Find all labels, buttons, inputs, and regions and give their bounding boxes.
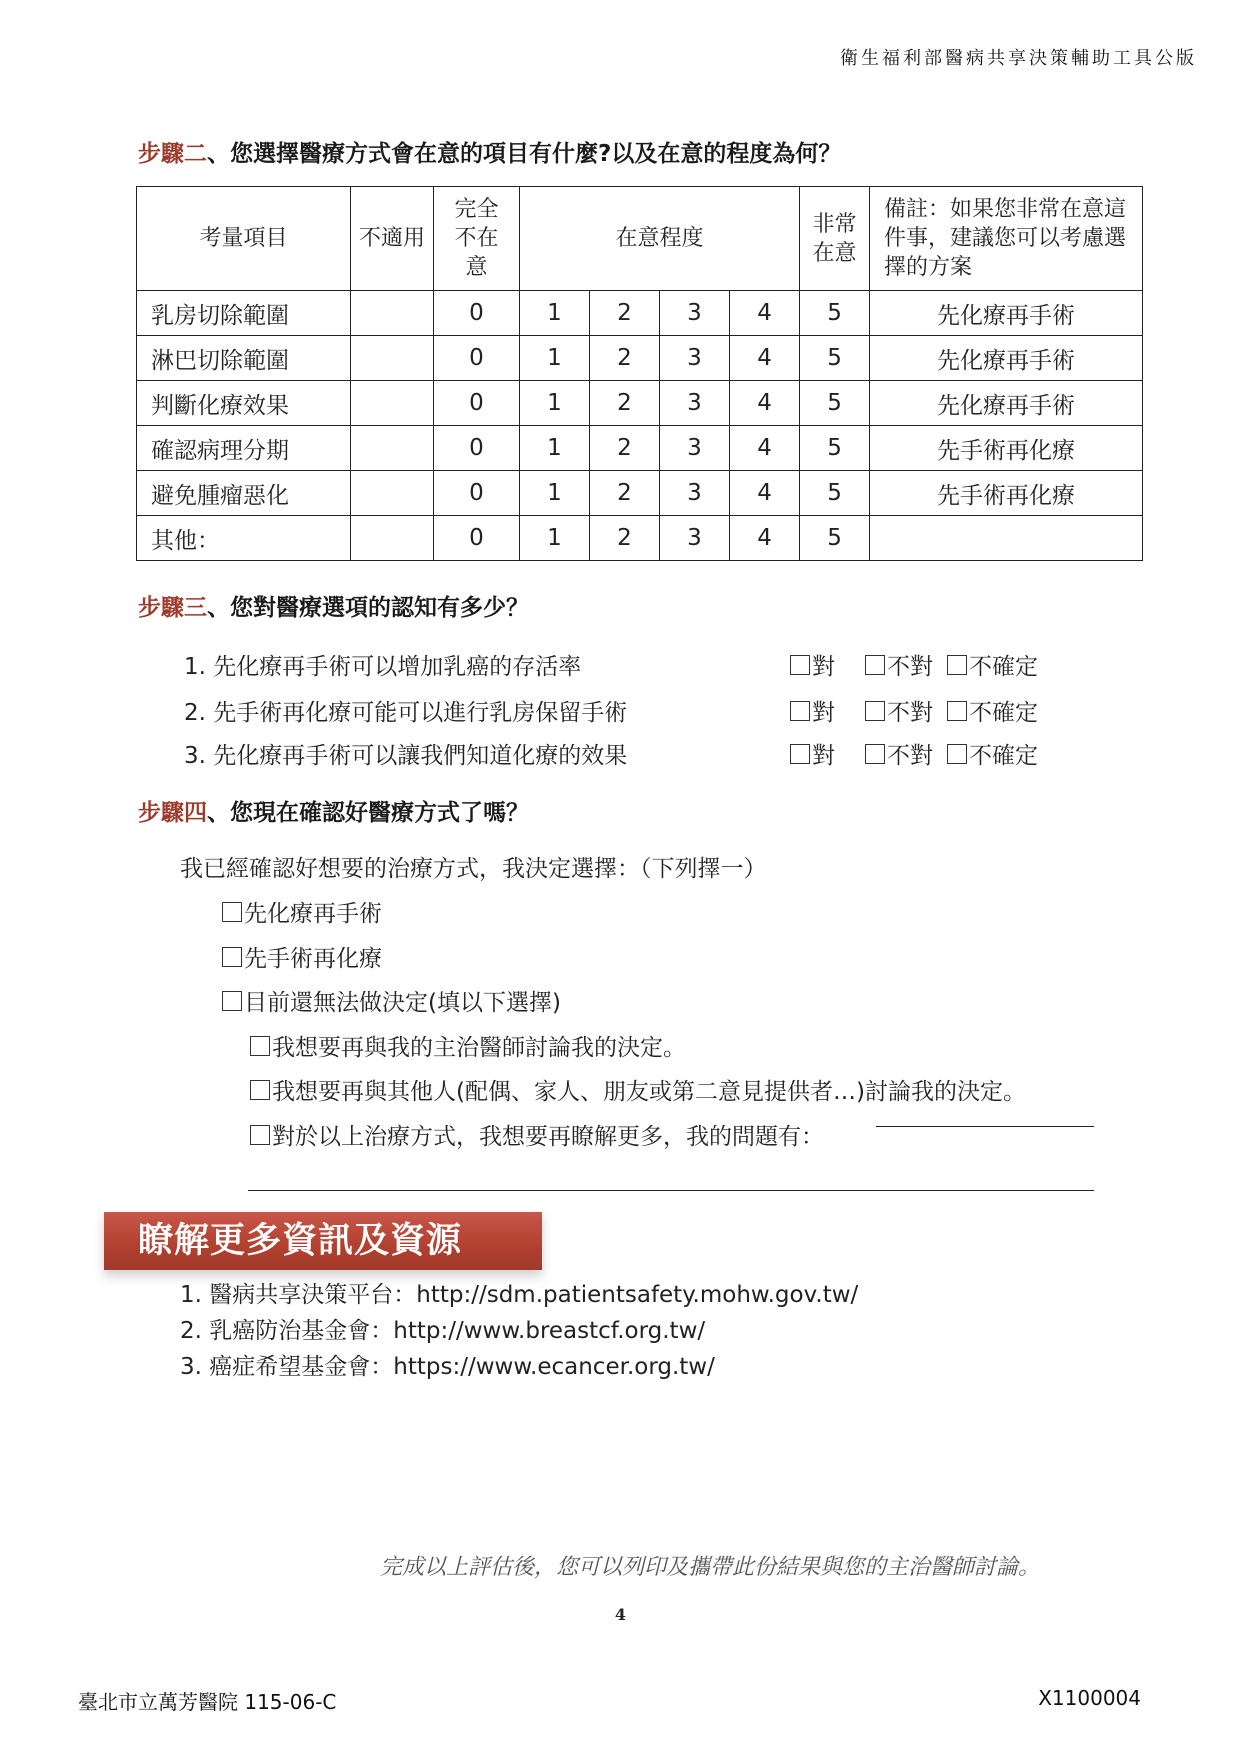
row-item: 避免腫瘤惡化 [137, 471, 351, 516]
table-row [137, 336, 1143, 381]
header-not-care-label: 完全不在意 [454, 197, 499, 280]
decision-sub-checkbox[interactable] [250, 1036, 270, 1056]
decision-choice-label: 目前還無法做決定(填以下選擇) [244, 990, 561, 1016]
option-unsure[interactable] [947, 737, 1038, 770]
scale-cell[interactable]: 4 [730, 426, 800, 471]
option-yes-label: 對 [812, 654, 835, 680]
row-note [870, 516, 1143, 561]
scale-cell[interactable]: 3 [660, 516, 730, 561]
header-very-care-label: 非常在意 [812, 211, 857, 266]
knowledge-options [790, 648, 1052, 681]
decision-choice-label: 先手術再化療 [244, 946, 382, 972]
resource-link[interactable]: 1. 醫病共享決策平台：http://sdm.patientsafety.mohw.gov.tw/ [180, 1282, 859, 1308]
scale-cell[interactable]: 1 [520, 426, 590, 471]
checkbox-no[interactable] [865, 701, 885, 721]
scale-cell[interactable]: 5 [800, 471, 870, 516]
header-note: 備註：如果您非常在意這件事，建議您可以考慮選擇的方案 [870, 187, 1143, 291]
scale-cell[interactable]: 3 [660, 291, 730, 336]
scale-cell[interactable]: 3 [660, 471, 730, 516]
scale-cell[interactable]: 1 [520, 516, 590, 561]
scale-cell[interactable]: 2 [590, 291, 660, 336]
checkbox-yes[interactable] [790, 701, 810, 721]
checkbox-unsure[interactable] [947, 744, 967, 764]
table-row [137, 291, 1143, 336]
option-unsure-label: 不確定 [969, 654, 1038, 680]
step2-heading [138, 135, 841, 168]
step4-title: 、您現在確認好醫療方式了嗎？ [207, 800, 529, 826]
row-item: 淋巴切除範圍 [137, 336, 351, 381]
checkbox-yes[interactable] [790, 744, 810, 764]
checkbox-no[interactable] [865, 744, 885, 764]
header-very-care [800, 187, 870, 291]
scale-cell[interactable]: 2 [590, 471, 660, 516]
scale-cell[interactable]: 1 [520, 291, 590, 336]
closing-note: 完成以上評估後，您可以列印及攜帶此份結果與您的主治醫師討論。 [380, 1555, 1041, 1580]
decision-sub-choice-label: 我想要再與其他人(配偶、家人、朋友或第二意見提供者…)討論我的決定。 [272, 1079, 1026, 1105]
scale-cell[interactable]: 3 [660, 381, 730, 426]
header-na: 不適用 [351, 187, 434, 291]
table-row [137, 516, 1143, 561]
row-item: 乳房切除範圍 [137, 291, 351, 336]
knowledge-question: 1. 先化療再手術可以增加乳癌的存活率 [184, 654, 582, 680]
row-item: 判斷化療效果 [137, 381, 351, 426]
scale-cell[interactable]: 3 [660, 336, 730, 381]
row-na-cell[interactable] [351, 516, 434, 561]
scale-cell[interactable]: 2 [590, 381, 660, 426]
step4-number: 步驟四 [138, 800, 207, 826]
row-note: 先化療再手術 [870, 336, 1143, 381]
row-na-cell[interactable] [351, 336, 434, 381]
scale-cell[interactable]: 1 [520, 381, 590, 426]
scale-cell[interactable]: 4 [730, 291, 800, 336]
option-yes[interactable] [790, 737, 835, 770]
checkbox-no[interactable] [865, 655, 885, 675]
option-yes-label: 對 [812, 743, 835, 769]
scale-cell[interactable]: 0 [434, 381, 520, 426]
option-unsure[interactable] [947, 648, 1038, 681]
step2-number: 步驟二 [138, 141, 207, 167]
scale-cell[interactable]: 0 [434, 426, 520, 471]
header-item: 考量項目 [137, 187, 351, 291]
scale-cell[interactable]: 4 [730, 516, 800, 561]
footer-code: X1100004 [1038, 1686, 1141, 1710]
row-item: 確認病理分期 [137, 426, 351, 471]
scale-cell[interactable]: 5 [800, 516, 870, 561]
resource-link[interactable]: 2. 乳癌防治基金會：http://www.breastcf.org.tw/ [180, 1318, 706, 1344]
resource-link[interactable]: 3. 癌症希望基金會：https://www.ecancer.org.tw/ [180, 1354, 715, 1380]
decision-choice[interactable] [222, 940, 382, 973]
scale-cell[interactable]: 0 [434, 516, 520, 561]
decision-sub-choice[interactable] [250, 1073, 1026, 1106]
knowledge-question: 3. 先化療再手術可以讓我們知道化療的效果 [184, 743, 628, 769]
knowledge-options [790, 694, 1052, 727]
decision-choice-label: 先化療再手術 [244, 901, 382, 927]
step3-heading [138, 589, 529, 622]
scale-cell[interactable]: 5 [800, 381, 870, 426]
decision-sub-choice[interactable] [250, 1118, 824, 1151]
document-header: 衛生福利部醫病共享決策輔助工具公版 [840, 48, 1197, 69]
row-na-cell[interactable] [351, 291, 434, 336]
row-note: 先手術再化療 [870, 426, 1143, 471]
step4-heading [138, 794, 529, 827]
option-no[interactable] [865, 648, 933, 681]
header-not-care [434, 187, 520, 291]
row-na-cell[interactable] [351, 426, 434, 471]
option-unsure[interactable] [947, 694, 1038, 727]
scale-cell[interactable]: 5 [800, 291, 870, 336]
decision-checkbox[interactable] [222, 991, 242, 1011]
scale-cell[interactable]: 5 [800, 336, 870, 381]
option-no-label: 不對 [887, 700, 933, 726]
row-note: 先化療再手術 [870, 381, 1143, 426]
table-row [137, 426, 1143, 471]
decision-sub-choice-label: 對於以上治療方式，我想要再瞭解更多，我的問題有： [272, 1124, 824, 1150]
resources-banner-title: 瞭解更多資訊及資源 [138, 1221, 463, 1261]
consideration-table [136, 186, 1143, 561]
row-na-cell[interactable] [351, 471, 434, 516]
question-blank-line-2[interactable] [248, 1190, 1094, 1191]
scale-cell[interactable]: 1 [520, 471, 590, 516]
row-note: 先化療再手術 [870, 291, 1143, 336]
decision-checkbox[interactable] [222, 902, 242, 922]
checkbox-unsure[interactable] [947, 701, 967, 721]
checkbox-yes[interactable] [790, 655, 810, 675]
option-unsure-label: 不確定 [969, 743, 1038, 769]
table-row [137, 471, 1143, 516]
scale-cell[interactable]: 0 [434, 471, 520, 516]
decision-sub-checkbox[interactable] [250, 1125, 270, 1145]
scale-cell[interactable]: 5 [800, 426, 870, 471]
decision-choice[interactable] [222, 984, 561, 1017]
step3-title: 、您對醫療選項的認知有多少？ [207, 595, 529, 621]
scale-cell[interactable]: 1 [520, 336, 590, 381]
row-na-cell[interactable] [351, 381, 434, 426]
option-no[interactable] [865, 694, 933, 727]
decision-sub-choice[interactable] [250, 1029, 686, 1062]
header-degree: 在意程度 [520, 187, 800, 291]
scale-cell[interactable]: 2 [590, 336, 660, 381]
step3-number: 步驟三 [138, 595, 207, 621]
scale-cell[interactable]: 2 [590, 516, 660, 561]
decision-intro: 我已經確認好想要的治療方式，我決定選擇：（下列擇一） [180, 856, 767, 882]
table-header-row [137, 187, 1143, 291]
option-no[interactable] [865, 737, 933, 770]
footer-hospital: 臺北市立萬芳醫院 115-06-C [78, 1690, 337, 1714]
knowledge-options [790, 737, 1052, 770]
question-blank-line-1[interactable] [876, 1126, 1094, 1127]
option-yes[interactable] [790, 648, 835, 681]
scale-cell[interactable]: 4 [730, 336, 800, 381]
scale-cell[interactable]: 3 [660, 426, 730, 471]
row-item: 其他： [137, 516, 351, 561]
decision-sub-choice-label: 我想要再與我的主治醫師討論我的決定。 [272, 1035, 686, 1061]
option-unsure-label: 不確定 [969, 700, 1038, 726]
checkbox-unsure[interactable] [947, 655, 967, 675]
row-note: 先手術再化療 [870, 471, 1143, 516]
decision-sub-checkbox[interactable] [250, 1080, 270, 1100]
scale-cell[interactable]: 0 [434, 336, 520, 381]
step2-title: 、您選擇醫療方式會在意的項目有什麼?以及在意的程度為何？ [207, 141, 842, 167]
table-row [137, 381, 1143, 426]
knowledge-question: 2. 先手術再化療可能可以進行乳房保留手術 [184, 700, 628, 726]
option-yes-label: 對 [812, 700, 835, 726]
scale-cell[interactable]: 0 [434, 291, 520, 336]
page-number: 4 [614, 1605, 627, 1624]
scale-cell[interactable]: 4 [730, 381, 800, 426]
scale-cell[interactable]: 4 [730, 471, 800, 516]
decision-choice[interactable] [222, 895, 382, 928]
scale-cell[interactable]: 2 [590, 426, 660, 471]
decision-checkbox[interactable] [222, 947, 242, 967]
option-no-label: 不對 [887, 743, 933, 769]
option-yes[interactable] [790, 694, 835, 727]
option-no-label: 不對 [887, 654, 933, 680]
